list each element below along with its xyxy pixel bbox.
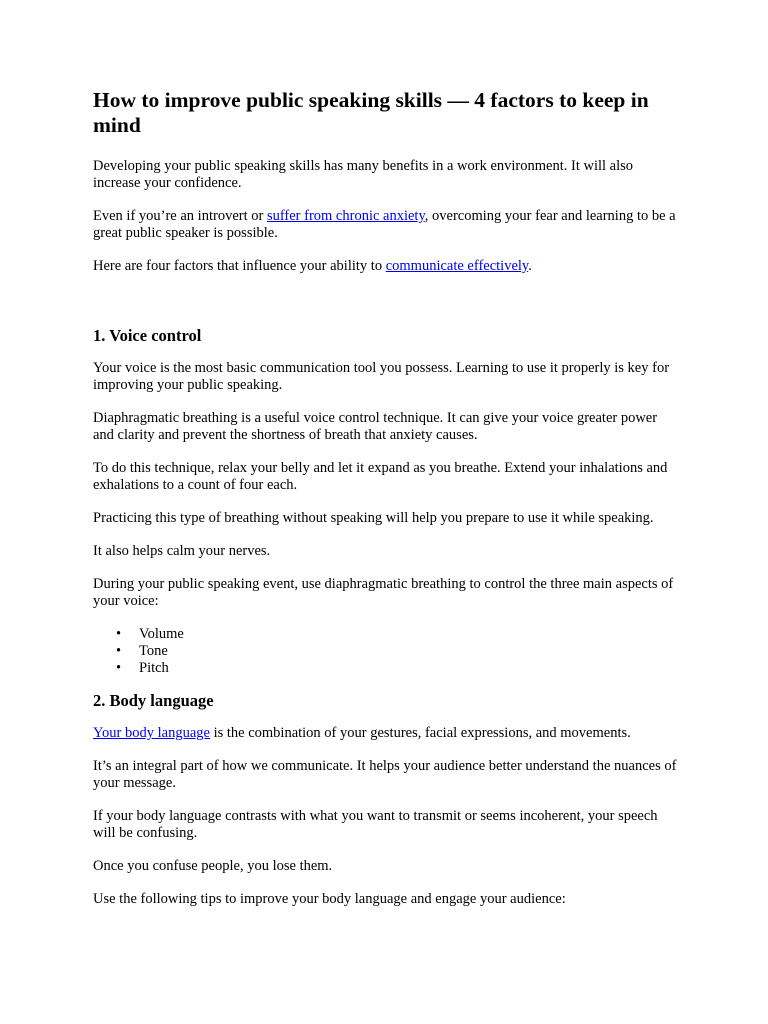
body-paragraph-2: It’s an integral part of how we communicate. It helps your audience better understand the nuances of your message. [93,758,677,791]
bullet-icon: • [116,626,122,642]
list-item [116,643,678,660]
intro-paragraph-1: Developing your public speaking skills has many benefits in a work environment. It will also increase your confidence. [93,158,634,191]
communicate-effectively-link[interactable]: communicate effectively [385,258,529,274]
bullet-icon: • [116,643,122,659]
list-item [116,660,678,677]
list-item [116,626,678,643]
list-item-text: Tone [139,643,168,659]
chronic-anxiety-link[interactable]: suffer from chronic anxiety [266,208,425,224]
article-title: How to improve public speaking skills — 4 factors to keep in mind [93,88,649,137]
intro-p2-text-before: Even if you’re an introvert or [93,208,267,224]
voice-aspects-list [93,626,678,677]
intro-p2-text-after: , overcoming your fear and learning to be a great public speaker is possible. [93,208,676,241]
voice-paragraph-2: Diaphragmatic breathing is a useful voice control technique. It can give your voice greater power and clarity and prevent the shortness of breath that anxiety causes. [93,410,658,443]
voice-paragraph-3: To do this technique, relax your belly and let it expand as you breathe. Extend your inhalations and exhalations to a count of four each. [93,460,668,493]
section-heading-body-language: 2. Body language [93,691,214,710]
intro-paragraph-3 [93,258,678,275]
intro-paragraph-2 [93,208,678,242]
body-p1-text-after: is the combination of your gestures, facial expressions, and movements. [209,725,631,741]
voice-paragraph-1: Your voice is the most basic communication tool you possess. Learning to use it properly is key for improving your public speaking. [93,360,670,393]
body-paragraph-5: Use the following tips to improve your body language and engage your audience: [93,891,566,907]
body-paragraph-3: If your body language contrasts with what you want to transmit or seems incoherent, your speech will be confusing. [93,808,658,841]
body-language-link[interactable]: Your body language [93,725,210,741]
section-heading-voice-control: 1. Voice control [93,326,202,345]
body-paragraph-1 [93,725,678,742]
intro-p3-text-before: Here are four factors that influence your ability to [93,258,386,274]
section-spacer [93,291,678,326]
intro-p3-text-after: . [528,258,532,274]
voice-paragraph-4: Practicing this type of breathing without speaking will help you prepare to use it while speaking. [93,510,654,526]
list-item-text: Pitch [139,660,169,676]
voice-paragraph-5: It also helps calm your nerves. [93,543,271,559]
voice-paragraph-6: During your public speaking event, use diaphragmatic breathing to control the three main aspects of your voice: [93,576,674,609]
bullet-icon: • [116,660,122,676]
body-paragraph-4: Once you confuse people, you lose them. [93,858,333,874]
list-item-text: Volume [139,626,184,642]
